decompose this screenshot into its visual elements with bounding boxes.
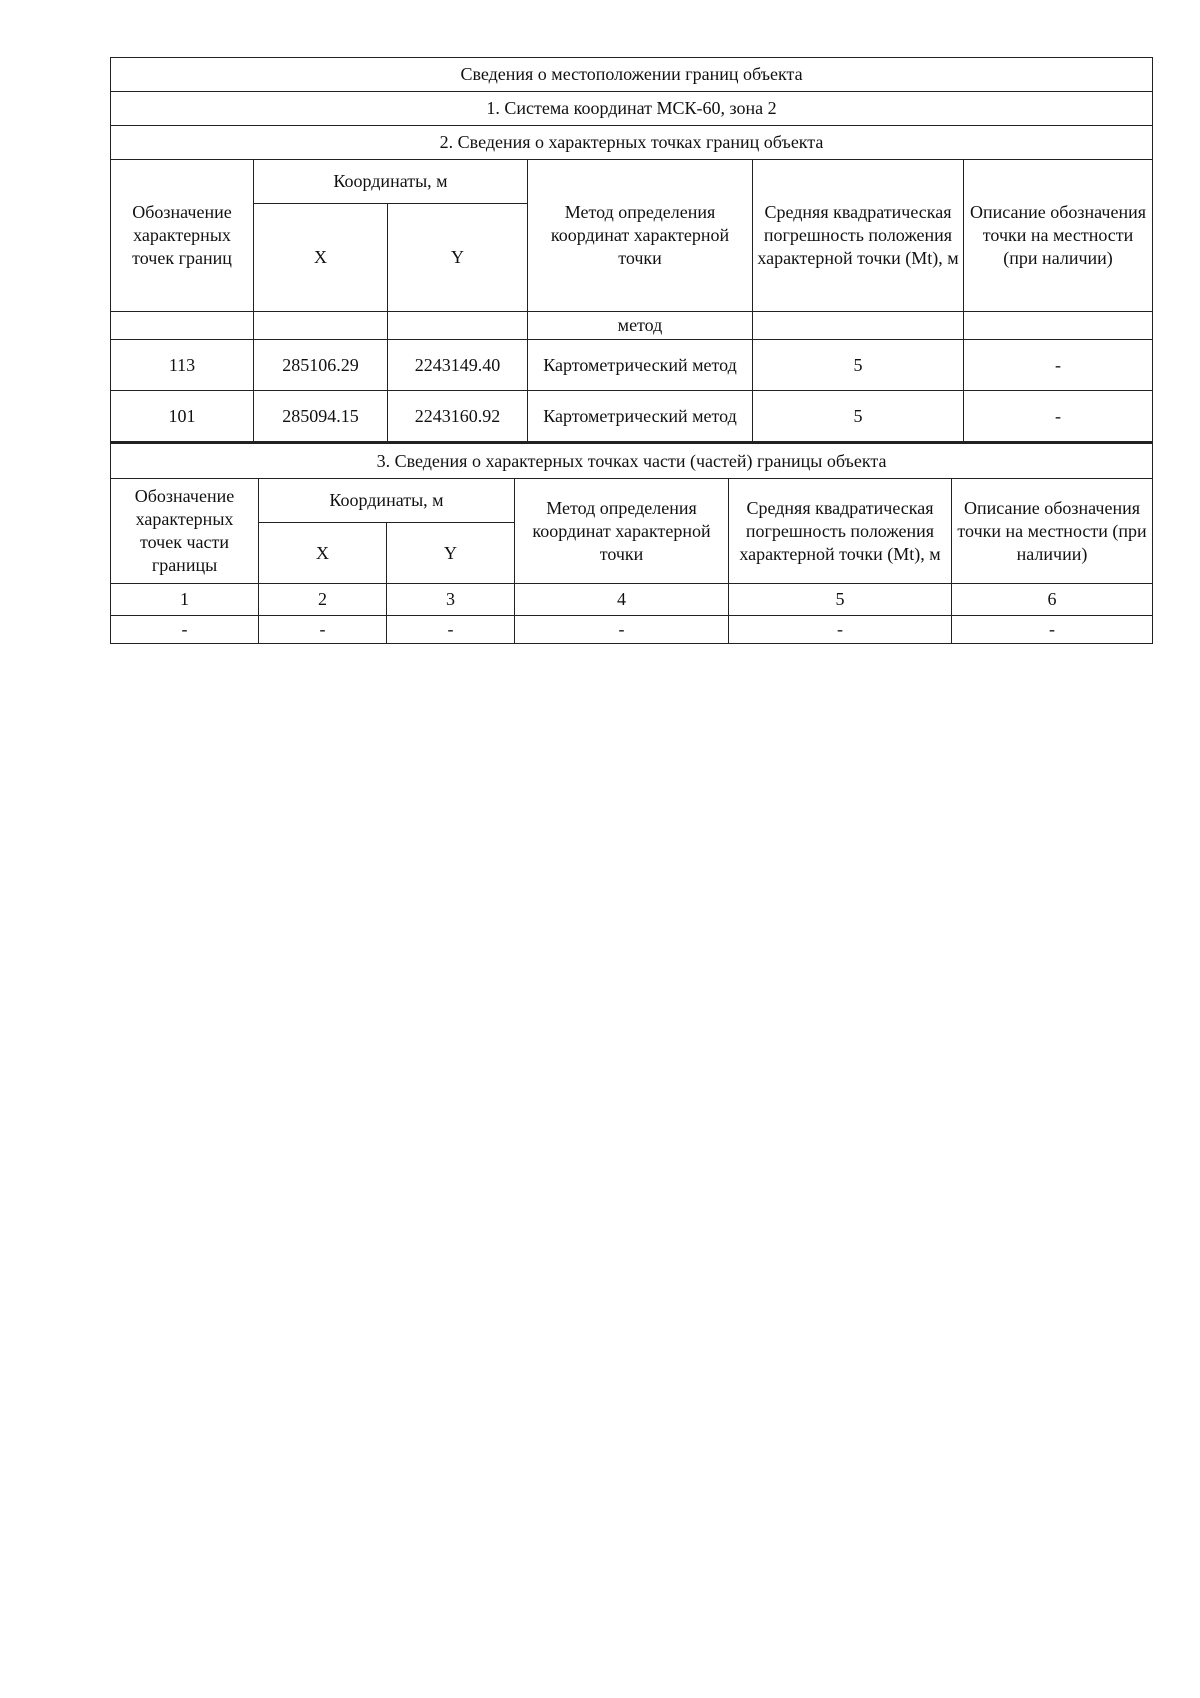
header-error: Средняя квадратическая погрешность положения характерной точки (Mt), м (753, 160, 964, 312)
header-description: Описание обозначения точки на местности (при наличии) (952, 479, 1153, 584)
cell-x: 285106.29 (254, 340, 388, 391)
column-number: 4 (515, 584, 729, 616)
table-row (111, 616, 1153, 644)
cell-error: 5 (753, 391, 964, 442)
section2-title: 2. Сведения о характерных точках границ объекта (111, 126, 1153, 160)
cell-y (388, 312, 528, 340)
column-number: 6 (952, 584, 1153, 616)
cell-description: - (964, 391, 1153, 442)
header-x: X (259, 523, 387, 584)
boundary-document (110, 57, 1152, 644)
section1-title: 1. Система координат МСК-60, зона 2 (111, 92, 1153, 126)
header-error: Средняя квадратическая погрешность положения характерной точки (Mt), м (729, 479, 952, 584)
cell-x: - (259, 616, 387, 644)
cell-x: 285094.15 (254, 391, 388, 442)
table-row (111, 340, 1153, 391)
header-description: Описание обозначения точки на местности (при наличии) (964, 160, 1153, 312)
column-number: 1 (111, 584, 259, 616)
section2-table (110, 57, 1153, 442)
cell-point: 101 (111, 391, 254, 442)
cell-error (753, 312, 964, 340)
cell-description (964, 312, 1153, 340)
cell-method: - (515, 616, 729, 644)
column-numbers-row (111, 584, 1153, 616)
header-y: Y (387, 523, 515, 584)
header-point: Обозначение характерных точек границ (111, 160, 254, 312)
cell-y: - (387, 616, 515, 644)
section3-table (110, 442, 1153, 644)
document-title: Сведения о местоположении границ объекта (111, 58, 1153, 92)
section3-title: 3. Сведения о характерных точках части (частей) границы объекта (111, 443, 1153, 479)
column-number: 5 (729, 584, 952, 616)
column-number: 3 (387, 584, 515, 616)
cell-point: - (111, 616, 259, 644)
cell-description: - (964, 340, 1153, 391)
cell-error: 5 (753, 340, 964, 391)
header-method: Метод определения координат характерной точки (528, 160, 753, 312)
table-row (111, 391, 1153, 442)
header-coords: Координаты, м (259, 479, 515, 523)
cell-point (111, 312, 254, 340)
table-row (111, 312, 1153, 340)
header-method: Метод определения координат характерной точки (515, 479, 729, 584)
column-number: 2 (259, 584, 387, 616)
cell-x (254, 312, 388, 340)
cell-method: Картометрический метод (528, 391, 753, 442)
cell-description: - (952, 616, 1153, 644)
cell-error: - (729, 616, 952, 644)
header-x: X (254, 204, 388, 312)
header-point: Обозначение характерных точек части границы (111, 479, 259, 584)
cell-y: 2243160.92 (388, 391, 528, 442)
header-y: Y (388, 204, 528, 312)
cell-y: 2243149.40 (388, 340, 528, 391)
cell-method: метод (528, 312, 753, 340)
cell-point: 113 (111, 340, 254, 391)
header-coords: Координаты, м (254, 160, 528, 204)
cell-method: Картометрический метод (528, 340, 753, 391)
